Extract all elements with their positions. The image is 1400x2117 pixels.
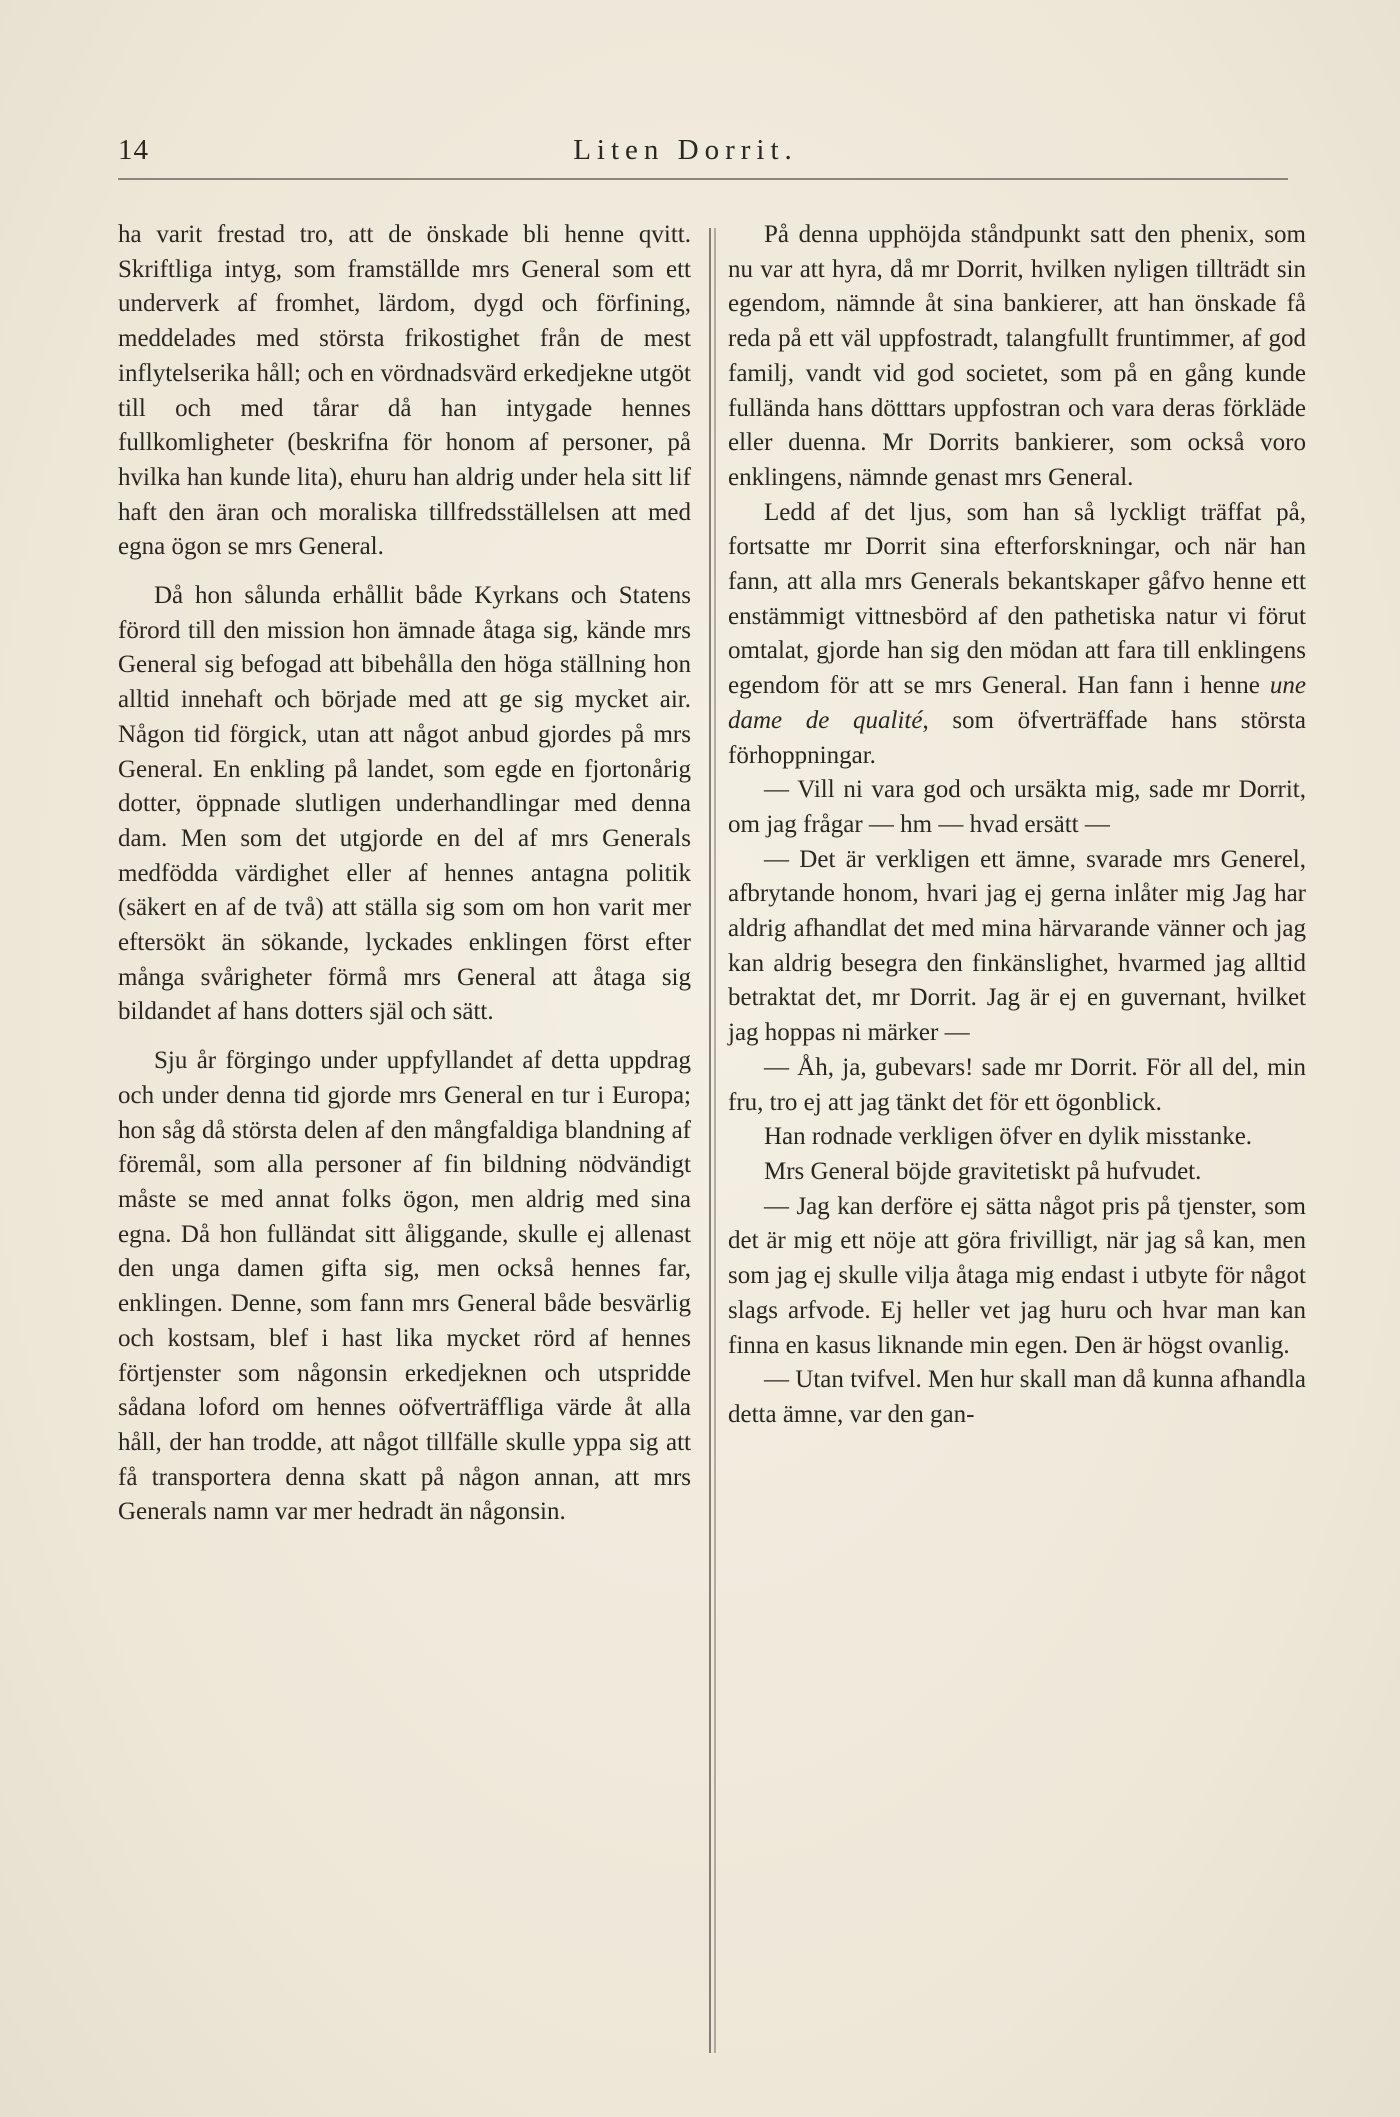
dialogue-line: — Det är verkligen ett ämne, svarade mrs Generel, afbrytande honom, hvari jag ej gerna inlåter mig Jag har aldrig afhandlat det med mina härvarande vänner och jag kan aldrig besegra den finkänslighet, hvarmed jag alltid betraktat det, mr Dorrit. Jag är ej en guvernant, hvilket jag hoppas ni märker —: [728, 845, 1306, 1047]
page-header: [118, 120, 1253, 180]
header-rule: [118, 178, 1288, 180]
paragraph: Då hon sålunda erhållit både Kyrkans och Statens förord till den mission hon ämnade åtaga sig, kände mrs General sig befogad att bibehålla den höga ställning hon alltid innehaft och började med att ge sig mycket air. Någon tid förgick, utan att något anbud gjordes på mrs General. En enkling på landet, som egde en fjortonårig dotter, öppnade slutligen underhandlingar med denna dam. Men som det utgjorde en del af mrs Generals medfödda värdighet eller af hennes antagna politik (säkert en af de två) att ställa sig som om hon varit mer eftersökt än sökande, lyckades enklingen först efter många svårigheter förmå mrs General att åtaga sig bildandet af hans dotters själ och sätt.: [118, 582, 691, 1026]
dialogue-line: — Utan tvifvel. Men hur skall man då kunna afhandla detta ämne, var den gan-: [728, 1366, 1306, 1428]
paragraph: Mrs General böjde gravitetiskt på hufvudet.: [764, 1157, 1202, 1185]
right-column: [728, 218, 1306, 1433]
paragraph: [728, 496, 1306, 774]
running-title: Liten Dorrit.: [573, 134, 798, 166]
italic-phrase: une dame de qualité: [728, 672, 1306, 734]
paragraph: Han rodnade verkligen öfver en dylik misstanke.: [764, 1123, 1253, 1151]
paragraph: På denna upphöjda ståndpunkt satt den phenix, som nu var att hyra, då mr Dorrit, hvilken nyligen tillträdt sin egendom, nämnde åt sina bankierer, att han önskade få reda på ett väl uppfostradt, talangfullt fruntimmer, af god familj, vandt vid god societet, som på en gång kunde fulländа hans dötttars uppfostran och vara deras förkläde eller duenna. Mr Dorrits bankierer, som också voro enklingens, nämnde genast mrs General.: [728, 221, 1306, 491]
left-column: [118, 218, 691, 1530]
column-divider: [709, 228, 711, 2053]
dialogue-line: — Jag kan derföre ej sätta något pris på tjenster, som det är mig ett nöje att göra frivilligt, när jag så kan, men som jag ej skulle vilja åtaga mig endast i utbyte för något slags arfvode. Ej heller vet jag huru och hvar man kan finna en kasus liknande min egen. Den är högst ovanlig.: [728, 1192, 1306, 1359]
page-number: 14: [118, 134, 149, 166]
dialogue-line: — Vill ni vara god och ursäkta mig, sade mr Dorrit, om jag frågar — hm — hvad ersätt —: [728, 776, 1306, 838]
paragraph: Sju år förgingo under uppfyllandet af detta uppdrag och under denna tid gjorde mrs General en tur i Europa; hon såg då största delen af den mångfaldiga blandning af föremål, som alla personer af fin bildning nödvändigt måste se med annat folks ögon, men aldrig med sina egna. Då hon fulländat sitt åliggande, skulle ej allenast den unga damen gifta sig, men också hennes far, enklingen. Denne, som fann mrs General både besvärlig och kostsam, blef i hast lika mycket rörd af hennes förtjenster som någonsin erkedjeknen och utspridde sådana loford om hennes oöfverträffliga värde åt alla håll, der han trodde, att något tillfälle skulle yppa sig att få transportera denna skatt på någon annan, att mrs Generals namn var mer hedradt än någonsin.: [118, 1047, 691, 1526]
paragraph-text: , som öfverträffade hans största förhoppningar.: [728, 706, 1306, 769]
column-divider: [714, 228, 716, 2053]
paragraph-text: Ledd af det ljus, som han så lyckligt träffat på, fortsatte mr Dorrit sina efterforskningar, och när han fann, att alla mrs Generals bekantskaper gåfvo henne ett enstämmigt vittnesbörd af den pathetiska natur vi förut omtalat, gjorde han sig den mödan att fara till enklingens egendom för att se mrs General. Han fann i henne: [728, 498, 1306, 700]
dialogue-line: — Åh, ja, gubevars! sade mr Dorrit. För all del, min fru, tro ej att jag tänkt det för ett ögonblick.: [728, 1053, 1306, 1116]
paragraph: ha varit frestad tro, att de önskade bli henne qvitt. Skriftliga intyg, som framställde mrs General som ett underverk af fromhet, lärdom, dygd och förfining, meddelades med största frikostighet från de mest inflytelserika håll; och en vördnadsvärd erkedjekne utgöt till och med tårar då han intygade hennes fullkomligheter (beskrifna för honom af personer, på hvilka han kunde lita), ehuru han aldrig under hela sitt lif haft den äran och moraliska tillfredsställelsen att med egna ögon se mrs General.: [118, 221, 691, 561]
